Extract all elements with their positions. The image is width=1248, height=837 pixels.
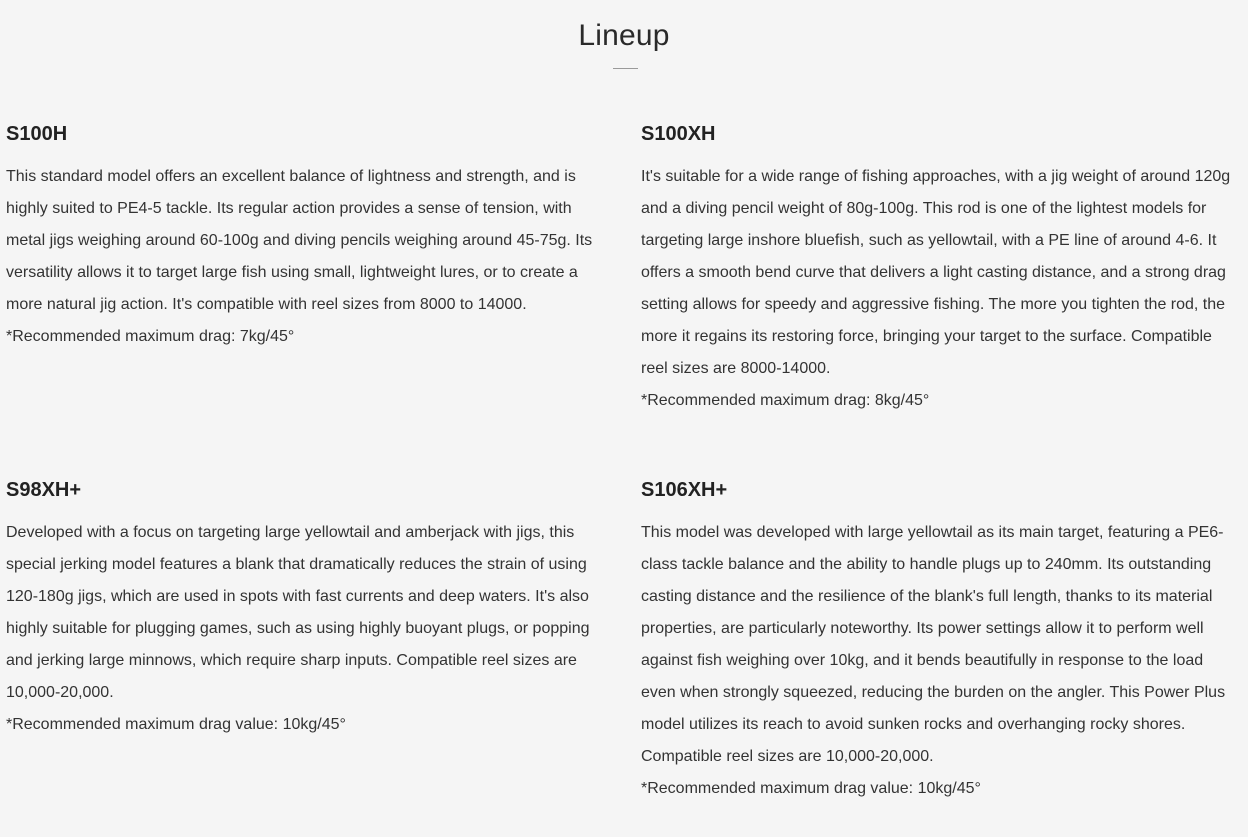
model-name: S98XH+ [6,479,82,501]
model-drag-note: *Recommended maximum drag: 7kg/45° [6,328,295,345]
model-description: Developed with a focus on targeting large yellowtail and amberjack with jigs, this special jerking model features a blank that dramatically reduces the strain of using 120-180g jigs, which are used in spots with fast currents and deep waters. It's also highly suitable for plugging games, such as using highly buoyant plugs, or popping and jerking large minnows, which require sharp inputs. Compatible reel sizes are 10,000-20,000. [6,524,590,701]
model-drag-note: *Recommended maximum drag value: 10kg/45° [641,780,981,797]
model-name: S100XH [641,123,716,145]
page-title: Lineup [578,19,670,52]
model-drag-note: *Recommended maximum drag value: 10kg/45° [6,716,346,733]
model-drag-note: *Recommended maximum drag: 8kg/45° [641,392,930,409]
model-card-s100h [6,120,610,353]
model-name: S106XH+ [641,479,728,501]
model-description: This standard model offers an excellent balance of lightness and strength, and is highly suited to PE4-5 tackle. Its regular action provides a sense of tension, with metal jigs weighing around 60-100g and diving pencils weighing around 45-75g. Its versatility allows it to target large fish using small, lightweight lures, or to create a more natural jig action. It's compatible with reel sizes from 8000 to 14000. [6,168,593,313]
model-card-s100xh [641,120,1241,417]
model-description: This model was developed with large yellowtail as its main target, featuring a PE6-class tackle balance and the ability to handle plugs up to 240mm. Its outstanding casting distance and the resilience of the blank's full length, thanks to its material properties, are particularly noteworthy. Its power settings allow it to perform well against fish weighing over 10kg, and it bends beautifully in response to the load even when strongly squeezed, reducing the burden on the angler. This Power Plus model utilizes its reach to avoid sunken rocks and overhanging rocky shores. Compatible reel sizes are 10,000-20,000. [641,524,1226,765]
model-card-s106xh-plus [641,476,1241,805]
model-name: S100H [6,123,68,145]
title-divider [613,68,638,69]
model-card-s98xh-plus [6,476,610,741]
model-description: It's suitable for a wide range of fishing approaches, with a jig weight of around 120g and a diving pencil weight of 80g-100g. This rod is one of the lightest models for targeting large inshore bluefish, such as yellowtail, with a PE line of around 4-6. It offers a smooth bend curve that delivers a light casting distance, and a strong drag setting allows for speedy and aggressive fishing. The more you tighten the rod, the more it regains its restoring force, bringing your target to the surface. Compatible reel sizes are 8000-14000. [641,168,1231,377]
